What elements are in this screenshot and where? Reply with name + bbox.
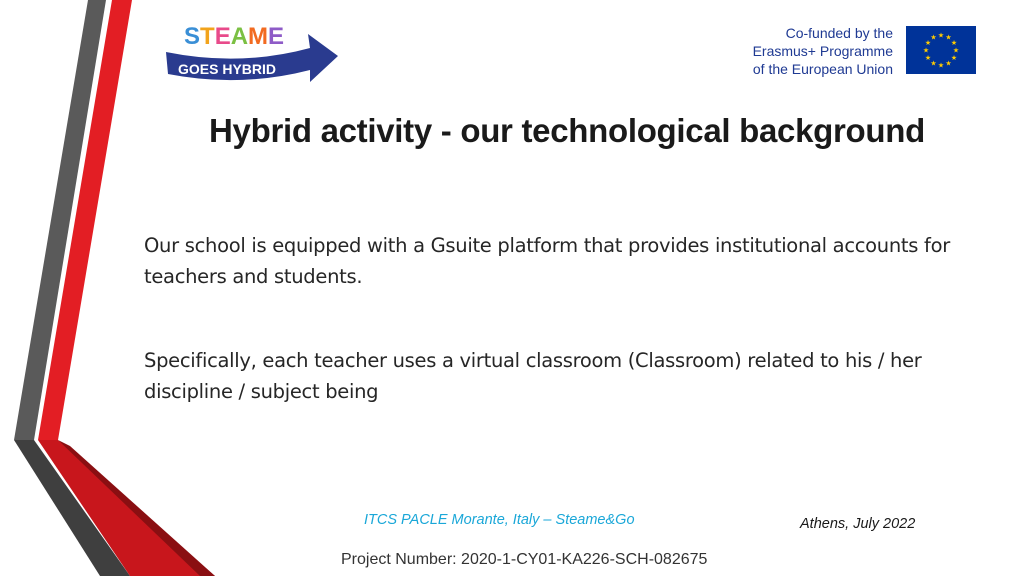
eu-star: ★ xyxy=(924,39,932,47)
eu-star: ★ xyxy=(950,39,958,47)
steame-goes-hybrid-logo xyxy=(160,12,340,88)
eu-star: ★ xyxy=(950,54,958,62)
eu-star: ★ xyxy=(937,31,945,40)
eu-flag-icon xyxy=(906,26,976,74)
logo-steame-text: STEAME xyxy=(184,23,285,50)
slide-title: Hybrid activity - our technological background xyxy=(209,112,925,149)
logo-goes-hybrid-text: GOES HYBRID xyxy=(178,61,277,77)
footer-school: ITCS PACLE Morante, Italy – Steame&Go xyxy=(364,512,635,528)
eu-star: ★ xyxy=(922,46,930,55)
eu-funding-text xyxy=(753,24,893,78)
eu-star: ★ xyxy=(924,54,932,62)
eu-star: ★ xyxy=(952,46,960,55)
eu-line-3: of the European Union xyxy=(752,61,893,77)
paragraph-classroom: Specifically, each teacher uses a virtual classroom (Classroom) related to his / her discipline / subject being xyxy=(144,349,922,403)
eu-line-2: Erasmus+ Programme xyxy=(752,43,893,59)
footer-date: Athens, July 2022 xyxy=(800,516,916,532)
paragraph-gsuite: Our school is equipped with a Gsuite platform that provides institutional accounts for teachers and students. xyxy=(144,234,950,288)
eu-line-1: Co-funded by the xyxy=(785,25,893,41)
eu-star: ★ xyxy=(930,59,937,68)
eu-star: ★ xyxy=(945,33,952,42)
footer-project-number: Project Number: 2020-1-CY01-KA226-SCH-082675 xyxy=(341,551,708,568)
eu-star: ★ xyxy=(930,33,937,42)
eu-star: ★ xyxy=(945,59,952,68)
eu-star: ★ xyxy=(937,61,945,70)
